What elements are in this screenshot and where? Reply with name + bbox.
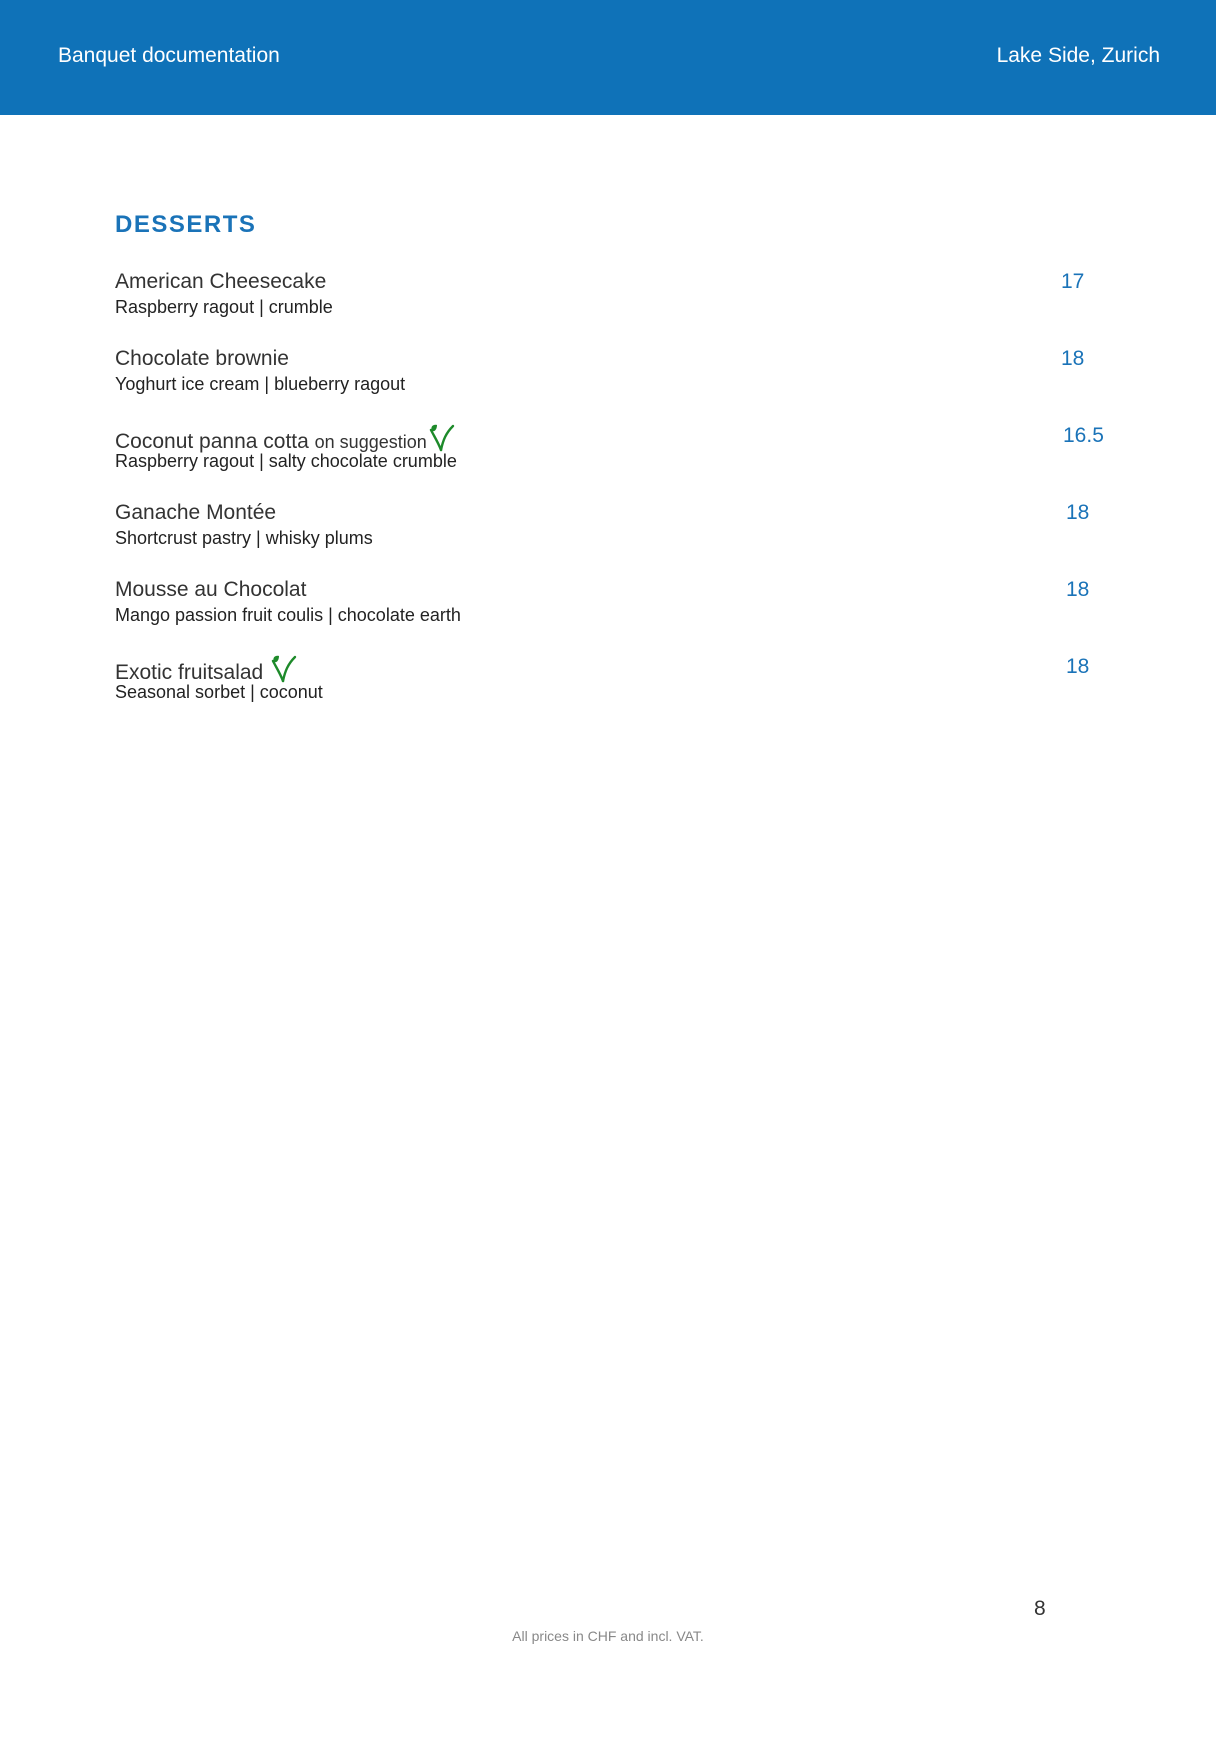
menu-item <box>115 347 1115 407</box>
page-header <box>0 0 1216 115</box>
item-price: 16.5 <box>1063 424 1104 447</box>
header-location: Lake Side, Zurich <box>996 44 1160 67</box>
item-name: Ganache Montée <box>115 501 277 524</box>
item-description: Raspberry ragout | salty chocolate crumble <box>115 451 457 471</box>
item-price: 18 <box>1066 655 1090 678</box>
item-name: American Cheesecake <box>115 270 327 293</box>
menu-item <box>115 270 1115 330</box>
item-price: 18 <box>1066 578 1090 601</box>
header-title: Banquet documentation <box>58 44 280 67</box>
item-name: Coconut panna cotta <box>115 430 309 453</box>
item-name-line <box>115 347 289 371</box>
menu-item <box>115 578 1115 638</box>
item-description: Raspberry ragout | crumble <box>115 297 333 317</box>
page-number: 8 <box>1034 1597 1046 1620</box>
item-name-line <box>115 270 326 294</box>
menu-item <box>115 501 1115 561</box>
item-price: 18 <box>1061 347 1085 370</box>
item-note: on suggestion <box>314 432 427 452</box>
item-name: Mousse au Chocolat <box>115 578 307 601</box>
vegan-leaf-icon <box>271 655 297 683</box>
footer-note: All prices in CHF and incl. VAT. <box>512 1628 704 1644</box>
item-name: Exotic fruitsalad <box>115 661 264 684</box>
section-title: DESSERTS <box>115 211 257 238</box>
item-description: Shortcrust pastry | whisky plums <box>115 528 373 548</box>
item-description: Yoghurt ice cream | blueberry ragout <box>115 374 406 394</box>
item-description: Seasonal sorbet | coconut <box>115 682 323 702</box>
item-description: Mango passion fruit coulis | chocolate earth <box>115 605 461 625</box>
item-name-line <box>115 578 306 602</box>
item-name-line <box>115 501 276 525</box>
item-name-line <box>115 655 297 685</box>
item-price: 18 <box>1066 501 1090 524</box>
menu-item <box>115 424 1115 484</box>
item-price: 17 <box>1061 270 1085 293</box>
vegan-leaf-icon <box>429 424 455 452</box>
menu-item <box>115 655 1115 715</box>
item-name-line <box>115 424 455 454</box>
item-name: Chocolate brownie <box>115 347 289 370</box>
